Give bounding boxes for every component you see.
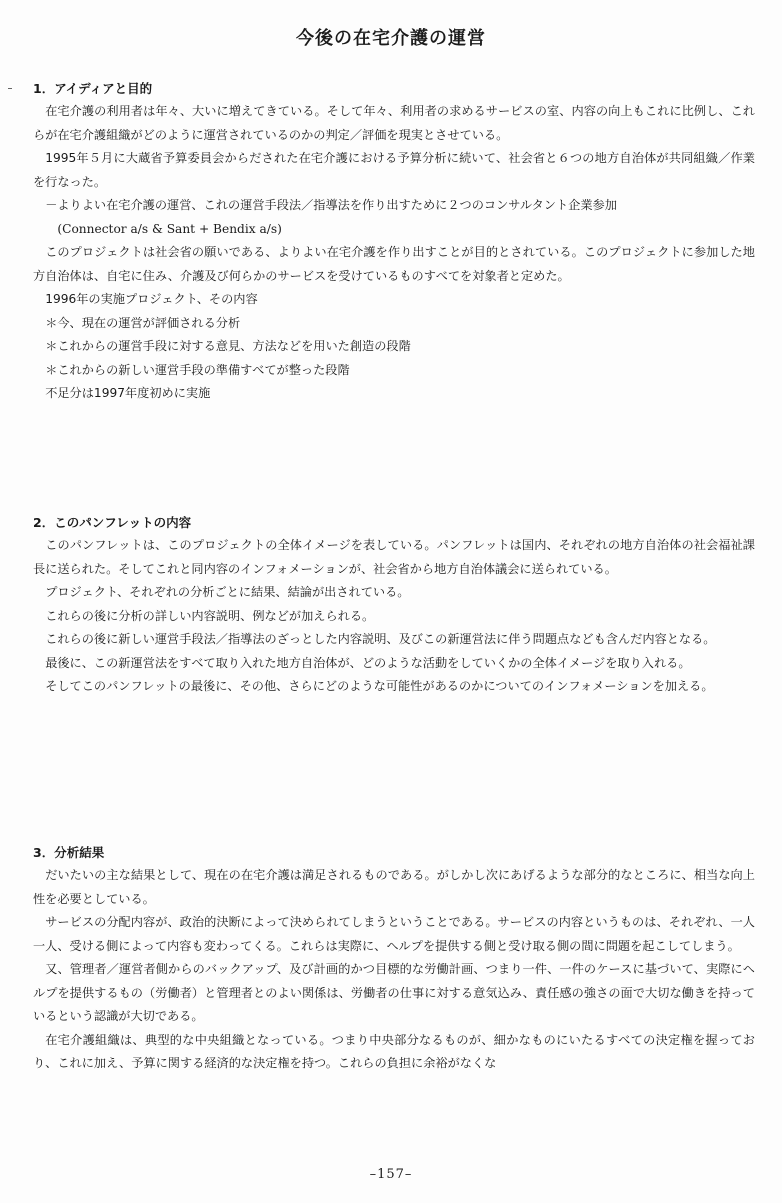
paragraph: 最後に、この新運営法をすべて取り入れた地方自治体が、どのような活動をしていくかの全体イメージを取り入れる。	[45, 655, 691, 670]
paragraph: このプロジェクトは社会省の願いである、よりよい在宅介護を作り出すことが目的とされている。このプロジェクトに参加した地方自治体は、自宅に住み、介護及び何らかのサービスを受けているものすべてを対象者と定めた。	[33, 245, 755, 283]
section-heading: 2．このパンフレットの内容	[33, 515, 192, 530]
paragraph: これらの後に分析の詳しい内容説明、例などが加えられる。	[45, 608, 375, 623]
section-analysis-results	[33, 842, 755, 1076]
paragraph: 1995年５月に大蔵省予算委員会からだされた在宅介護における予算分析に続いて、社会省と６つの地方自治体が共同組織／作業を行なった。	[33, 151, 755, 189]
paragraph: 在宅介護の利用者は年々、大いに増えてきている。そして年々、利用者の求めるサービスの室、内容の向上もこれに比例し、これらが在宅介護組織がどのように運営されているのかの判定／評価を現実とさせている。	[33, 104, 755, 142]
document-title: 今後の在宅介護の運営	[296, 28, 486, 49]
margin-mark	[8, 88, 12, 89]
paragraph: 又、管理者／運営者側からのバックアップ、及び計画的かつ目標的な労働計画、つまり一件、一件のケースに基づいて、実際にヘルプを提供するもの（労働者）と管理者とのよい関係は、労働者の仕事に対する意気込み、責任感の強さの面で大切な働きを持っているという認識が大切である。	[33, 962, 755, 1023]
list-item: ＊これからの運営手段に対する意見、方法などを用いた創造の段階	[45, 339, 411, 353]
section-heading: 1．アイディアと目的	[33, 81, 153, 96]
page-number: –157–	[369, 1167, 413, 1182]
paragraph: サービスの分配内容が、政治的決断によって決められてしまうということである。サービスの内容というものは、それぞれ、一人一人、受ける側によって内容も変わってくる。これらは実際に、ヘルプを提供する側と受け取る側の間に問題を起こしてしまう。	[33, 915, 755, 953]
list-intro: 1996年の実施プロジェクト、その内容	[45, 292, 258, 306]
consultant-names: (Connector a/s & Sant + Bendix a/s)	[57, 221, 282, 236]
dash-list-item: －よりよい在宅介護の運営、これの運営手段法／指導法を作り出すために２つのコンサルタント企業参加	[45, 198, 617, 212]
section-pamphlet-contents	[33, 512, 755, 699]
paragraph: だいたいの主な結果として、現在の在宅介護は満足されるものである。がしかし次にあげるような部分的なところに、相当な向上性を必要としている。	[33, 868, 755, 906]
paragraph: プロジェクト、それぞれの分析ごとに結果、結論が出されている。	[45, 585, 410, 599]
section-ideas-and-purpose	[33, 78, 755, 406]
paragraph: これらの後に新しい運営手段法／指導法のざっとした内容説明、及びこの新運営法に伴う問題点なども含んだ内容となる。	[45, 632, 716, 646]
paragraph: このパンフレットは、このプロジェクトの全体イメージを表している。パンフレットは国内、それぞれの地方自治体の社会福祉課長に送られた。そしてこれと同内容のインフォメーションが、社会省から地方自治体議会に送られている。	[33, 538, 755, 576]
closing-note: 不足分は1997年度初めに実施	[45, 386, 211, 400]
paragraph: 在宅介護組織は、典型的な中央組織となっている。つまり中央部分なるものが、細かなものにいたるすべての決定権を握っており、これに加え、予算に関する経済的な決定権を持つ。これらの負担に余裕がなくな	[33, 1032, 755, 1070]
paragraph: そしてこのパンフレットの最後に、その他、さらにどのような可能性があるのかについてのインフォメーションを加える。	[45, 679, 714, 693]
list-item: ＊今、現在の運営が評価される分析	[45, 315, 241, 330]
section-heading: 3．分析結果	[33, 845, 105, 860]
list-item: ＊これからの新しい運営手段の準備すべてが整った段階	[45, 362, 350, 377]
